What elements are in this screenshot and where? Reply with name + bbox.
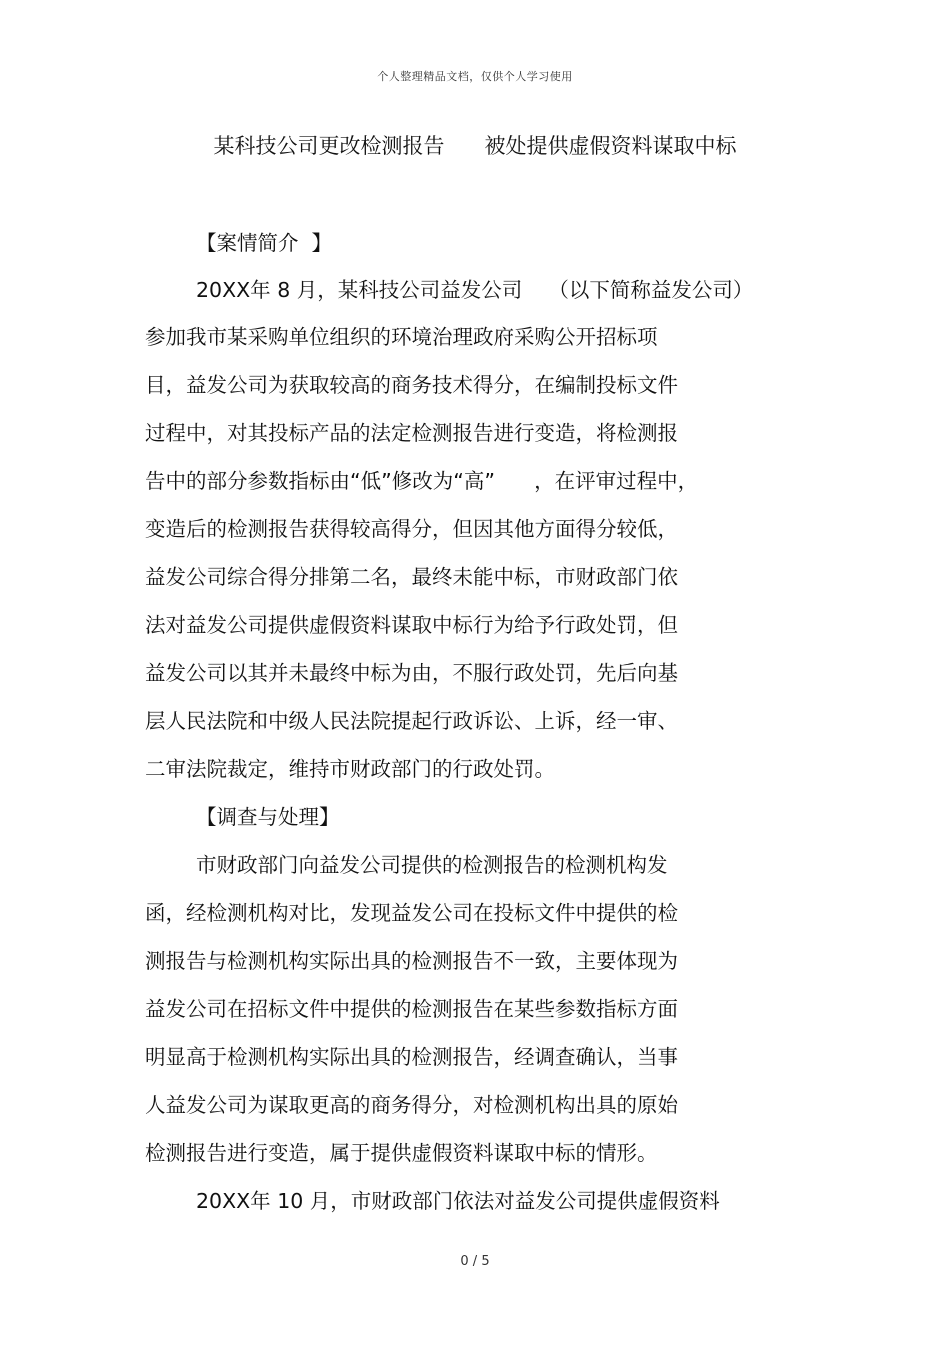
paragraph-line: 法对益发公司提供虚假资料谋取中标行为给予行政处罚，但 — [145, 613, 678, 637]
paragraph-line: 益发公司在招标文件中提供的检测报告在某些参数指标方面 — [145, 997, 678, 1021]
page-number: 0 / 5 — [460, 1254, 490, 1269]
paragraph-line: 过程中，对其投标产品的法定检测报告进行变造，将检测报 — [145, 421, 678, 445]
paragraph-line: 明显高于检测机构实际出具的检测报告，经调查确认，当事 — [145, 1045, 678, 1069]
document-title: 某科技公司更改检测报告 被处提供虚假资料谋取中标 — [213, 134, 737, 158]
paragraph-line: 益发公司综合得分排第二名，最终未能中标，市财政部门依 — [145, 565, 678, 589]
paragraph-line: 变造后的检测报告获得较高得分，但因其他方面得分较低， — [145, 517, 678, 541]
paragraph-line: 益发公司以其并未最终中标为由，不服行政处罚，先后向基 — [145, 661, 678, 685]
paragraph-line: 二审法院裁定，维持市财政部门的行政处罚。 — [145, 757, 555, 781]
header-note: 个人整理精品文档，仅供个人学习使用 — [377, 70, 573, 83]
paragraph-line: 20XX年 8 月，某科技公司益发公司 （以下简称益发公司） — [196, 278, 754, 302]
paragraph-line: 告中的部分参数指标由“低”修改为“高” ，在评审过程中， — [145, 469, 699, 493]
paragraph-line: 参加我市某采购单位组织的环境治理政府采购公开招标项 — [145, 325, 658, 349]
paragraph-line: 测报告与检测机构实际出具的检测报告不一致，主要体现为 — [145, 949, 678, 973]
section-heading-investigation: 【调查与处理】 — [196, 805, 340, 829]
paragraph-line: 检测报告进行变造，属于提供虚假资料谋取中标的情形。 — [145, 1141, 658, 1165]
paragraph-line: 目，益发公司为获取较高的商务技术得分，在编制投标文件 — [145, 373, 678, 397]
paragraph-line: 人益发公司为谋取更高的商务得分，对检测机构出具的原始 — [145, 1093, 678, 1117]
section-heading-case-summary: 【案情简介 】 — [196, 231, 333, 255]
paragraph-line: 层人民法院和中级人民法院提起行政诉讼、上诉，经一审、 — [145, 709, 678, 733]
paragraph-line: 市财政部门向益发公司提供的检测报告的检测机构发 — [196, 853, 668, 877]
paragraph-line: 函，经检测机构对比，发现益发公司在投标文件中提供的检 — [145, 901, 678, 925]
paragraph-line: 20XX年 10 月，市财政部门依法对益发公司提供虚假资料 — [196, 1189, 720, 1213]
